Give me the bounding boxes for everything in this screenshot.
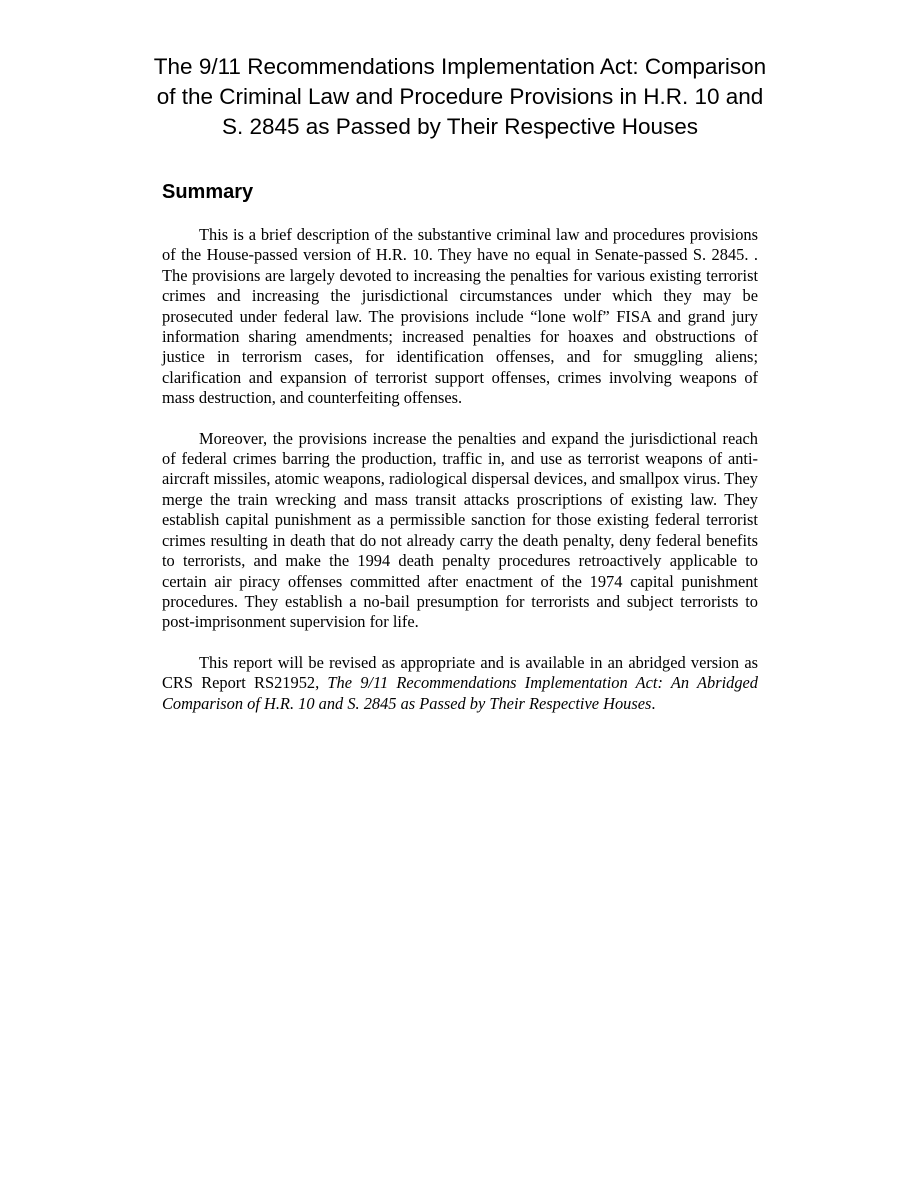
summary-paragraph-1: This is a brief description of the substantive criminal law and procedures provisions of the House-passed version of H.R. 10. They have no equal in Senate-passed S. 2845. . The provisions are largely devoted to increasing the penalties for various existing terrorist crimes and increasing the jurisdictional circumstances under which they may be prosecuted under federal law. The provisions include “lone wolf” FISA and grand jury information sharing amendments; increased penalties for hoaxes and obstructions of justice in terrorism cases, for identification offenses, and for smuggling aliens; clarification and expansion of terrorist support offenses, crimes involving weapons of mass destruction, and counterfeiting offenses. (162, 225, 758, 408)
summary-paragraph-3 (162, 653, 758, 714)
summary-heading: Summary (162, 181, 254, 203)
paragraph-3-lead: This report will be revised as appropriate and is available in an abridged version as CRS Report RS21952, (162, 652, 758, 693)
summary-paragraph-2: Moreover, the provisions increase the penalties and expand the jurisdictional reach of federal crimes barring the production, traffic in, and use as terrorist weapons of anti-aircraft missiles, atomic weapons, radiological dispersal devices, and smallpox virus. They merge the train wrecking and mass transit attacks proscriptions of existing law. They establish capital punishment as a permissible sanction for those existing federal terrorist crimes resulting in death that do not already carry the death penalty, deny federal benefits to terrorists, and make the 1994 death penalty procedures retroactively applicable to certain air piracy offenses committed after enactment of the 1974 capital punishment procedures. They establish a no-bail presumption for terrorists and subject terrorists to post-imprisonment supervision for life. (162, 428, 758, 632)
document-title: The 9/11 Recommendations Implementation Act: Comparison of the Criminal Law and Procedure Provisions in H.R. 10 and S. 2845 as Passed by Their Respective Houses (153, 54, 767, 139)
document-page (153, 52, 767, 714)
paragraph-3-end: . (651, 693, 656, 713)
report-citation: The 9/11 Recommendations Implementation Act: An Abridged Comparison of H.R. 10 and S. 2845 as Passed by Their Respective Houses (162, 673, 758, 713)
